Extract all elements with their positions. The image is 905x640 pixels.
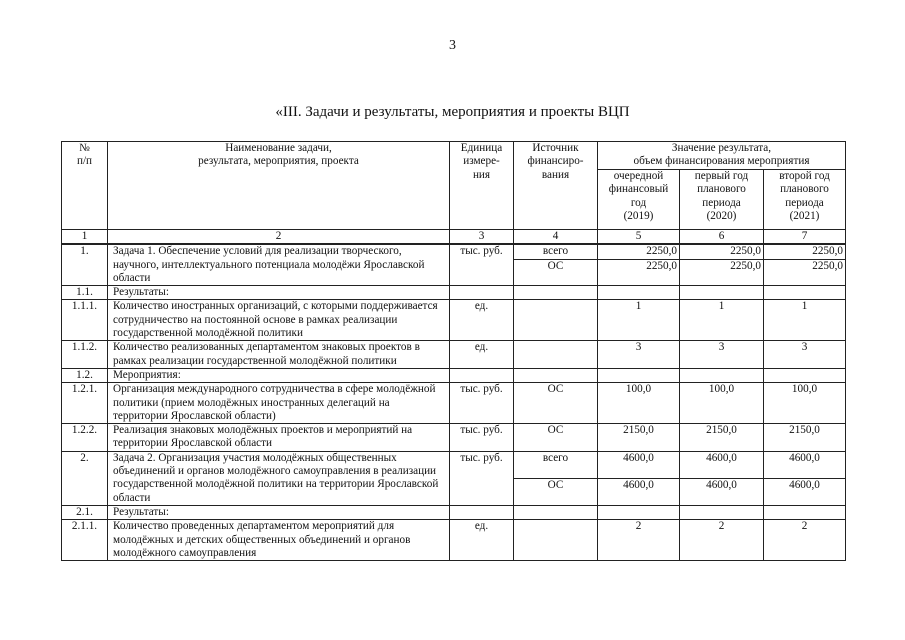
- row-num: 2.1.: [62, 505, 108, 519]
- row-value-2019: 1: [598, 300, 680, 341]
- row-name: Реализация знаковых молодёжных проектов и мероприятий на территории Ярославской области: [108, 424, 450, 452]
- row-value-2020: 4600,0: [680, 478, 764, 505]
- table-row: [62, 300, 846, 341]
- row-num: 1.2.2.: [62, 424, 108, 452]
- row-name: Результаты:: [108, 286, 450, 300]
- row-name: Количество проведенных департаментом мероприятий для молодёжных и детских общественных объединений и органов молодёжного самоуправления: [108, 520, 450, 561]
- row-value-2019: 100,0: [598, 383, 680, 424]
- row-source: ОС: [514, 383, 598, 424]
- table-row: [62, 383, 846, 424]
- empty-cell: [450, 505, 514, 519]
- empty-cell: [598, 286, 680, 300]
- row-source: ОС: [514, 260, 598, 286]
- row-value-2020: 2: [680, 520, 764, 561]
- row-num: 1.2.: [62, 368, 108, 382]
- row-value-2021: 4600,0: [764, 478, 846, 505]
- row-value-2020: 100,0: [680, 383, 764, 424]
- empty-cell: [514, 505, 598, 519]
- row-value-2021: 2250,0: [764, 260, 846, 286]
- row-value-2021: 3: [764, 341, 846, 369]
- row-value-2020: 4600,0: [680, 451, 764, 478]
- row-value-2020: 2250,0: [680, 260, 764, 286]
- column-number: 4: [514, 230, 598, 245]
- row-value-2020: 1: [680, 300, 764, 341]
- header-value-group: Значение результата, объем финансирования мероприятия: [598, 142, 846, 170]
- row-value-2020: 2250,0: [680, 244, 764, 259]
- row-name: Количество иностранных организаций, с которыми поддерживается сотрудничество на постоянной основе в рамках реализации государственной молодёжной политики: [108, 300, 450, 341]
- header-year1: очередной финансовый год (2019): [598, 170, 680, 230]
- header-row: [62, 142, 846, 170]
- table-row: [62, 286, 846, 300]
- row-source: ОС: [514, 478, 598, 505]
- column-number: 3: [450, 230, 514, 245]
- empty-cell: [514, 368, 598, 382]
- row-num: 2.: [62, 451, 108, 505]
- row-value-2019: 2: [598, 520, 680, 561]
- row-value-2021: 100,0: [764, 383, 846, 424]
- empty-cell: [680, 368, 764, 382]
- header-year2: первый год планового периода (2020): [680, 170, 764, 230]
- header-name: Наименование задачи, результата, мероприятия, проекта: [108, 142, 450, 230]
- empty-cell: [764, 505, 846, 519]
- row-value-2021: 2250,0: [764, 244, 846, 259]
- page-number: 3: [449, 38, 456, 53]
- table-row: [62, 520, 846, 561]
- row-unit: тыс. руб.: [450, 424, 514, 452]
- row-unit: тыс. руб.: [450, 244, 514, 285]
- header-source: Источник финансиро- вания: [514, 142, 598, 230]
- column-number: 5: [598, 230, 680, 245]
- empty-cell: [598, 505, 680, 519]
- row-name: Задача 1. Обеспечение условий для реализации творческого, научного, интеллектуального потенциала молодёжи Ярославской области: [108, 244, 450, 285]
- row-num: 1.1.: [62, 286, 108, 300]
- row-value-2019: 4600,0: [598, 451, 680, 478]
- table-row: [62, 451, 846, 478]
- row-value-2021: 2: [764, 520, 846, 561]
- row-name: Мероприятия:: [108, 368, 450, 382]
- row-num: 2.1.1.: [62, 520, 108, 561]
- table-row: [62, 424, 846, 452]
- row-name: Организация международного сотрудничества в сфере молодёжной политики (прием молодёжных иностранных делегаций на территории Ярославской области): [108, 383, 450, 424]
- column-number: 1: [62, 230, 108, 245]
- row-unit: ед.: [450, 341, 514, 369]
- header-num: № п/п: [62, 142, 108, 230]
- column-number-row: [62, 230, 846, 245]
- empty-cell: [764, 286, 846, 300]
- column-number: 6: [680, 230, 764, 245]
- section-title: «III. Задачи и результаты, мероприятия и проекты ВЦП: [275, 104, 630, 120]
- row-unit: ед.: [450, 520, 514, 561]
- table-row: [62, 244, 846, 259]
- row-value-2021: 4600,0: [764, 451, 846, 478]
- header-year3: второй год планового периода (2021): [764, 170, 846, 230]
- row-source: всего: [514, 451, 598, 478]
- column-number: 7: [764, 230, 846, 245]
- row-value-2019: 2250,0: [598, 244, 680, 259]
- empty-cell: [450, 368, 514, 382]
- column-number: 2: [108, 230, 450, 245]
- row-source: [514, 520, 598, 561]
- row-name: Задача 2. Организация участия молодёжных общественных объединений и органов молодёжного самоуправления в реализации государственной молодёжной политики на территории Ярославской области: [108, 451, 450, 505]
- row-source: [514, 341, 598, 369]
- row-value-2020: 3: [680, 341, 764, 369]
- row-num: 1.: [62, 244, 108, 285]
- empty-cell: [514, 286, 598, 300]
- empty-cell: [598, 368, 680, 382]
- table-row: [62, 505, 846, 519]
- row-name: Количество реализованных департаментом знаковых проектов в рамках реализации государственной молодёжной политики: [108, 341, 450, 369]
- table-row: [62, 341, 846, 369]
- table-row: [62, 368, 846, 382]
- tasks-table: [61, 141, 846, 561]
- row-value-2021: 2150,0: [764, 424, 846, 452]
- row-unit: ед.: [450, 300, 514, 341]
- empty-cell: [450, 286, 514, 300]
- empty-cell: [680, 286, 764, 300]
- empty-cell: [680, 505, 764, 519]
- row-value-2019: 4600,0: [598, 478, 680, 505]
- row-name: Результаты:: [108, 505, 450, 519]
- empty-cell: [764, 368, 846, 382]
- row-value-2019: 2150,0: [598, 424, 680, 452]
- row-num: 1.1.2.: [62, 341, 108, 369]
- row-value-2021: 1: [764, 300, 846, 341]
- row-value-2020: 2150,0: [680, 424, 764, 452]
- row-unit: тыс. руб.: [450, 383, 514, 424]
- row-value-2019: 2250,0: [598, 260, 680, 286]
- row-source: [514, 300, 598, 341]
- row-num: 1.1.1.: [62, 300, 108, 341]
- row-unit: тыс. руб.: [450, 451, 514, 505]
- header-unit: Единица измере- ния: [450, 142, 514, 230]
- row-num: 1.2.1.: [62, 383, 108, 424]
- row-value-2019: 3: [598, 341, 680, 369]
- row-source: всего: [514, 244, 598, 259]
- row-source: ОС: [514, 424, 598, 452]
